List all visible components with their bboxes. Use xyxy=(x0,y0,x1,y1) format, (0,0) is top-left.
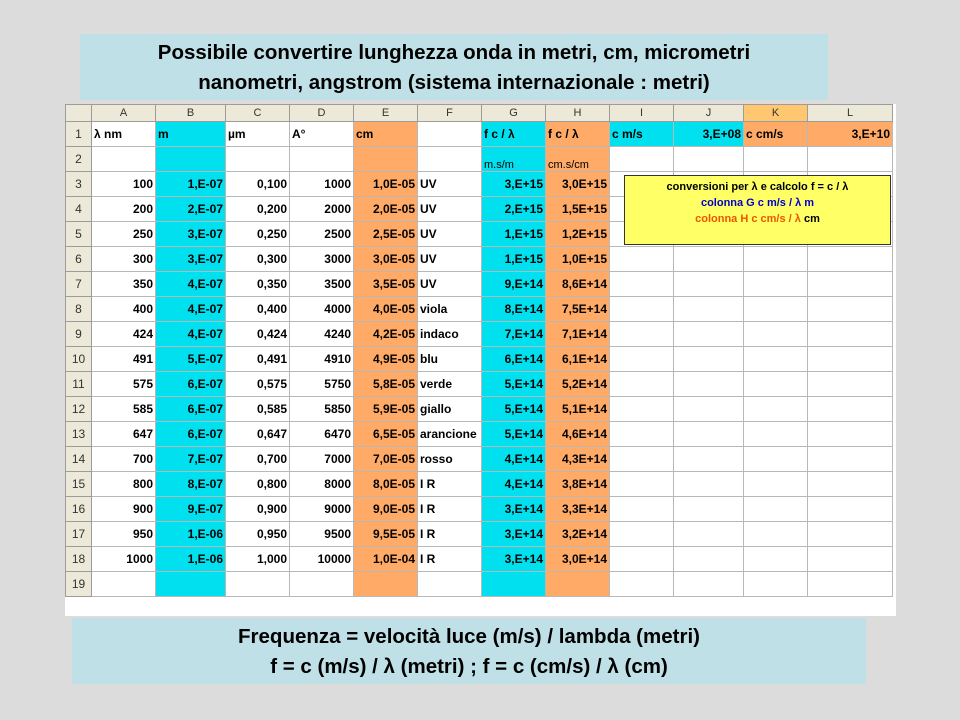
cell-b8[interactable]: 4,E-07 xyxy=(156,297,226,322)
note-line-2: colonna G c m/s / λ m xyxy=(700,197,815,209)
cell-b4[interactable]: 2,E-07 xyxy=(156,197,226,222)
cell-b1[interactable]: m xyxy=(156,122,226,147)
cell-j11[interactable] xyxy=(674,372,744,397)
cell-b3[interactable]: 1,E-07 xyxy=(156,172,226,197)
cell-g8[interactable]: 8,E+14 xyxy=(482,297,546,322)
cell-k11[interactable] xyxy=(744,372,808,397)
table-row xyxy=(66,572,893,597)
cell-j2[interactable] xyxy=(674,147,744,172)
cell-c17[interactable]: 0,950 xyxy=(226,522,290,547)
row-header[interactable]: 13 xyxy=(66,422,92,447)
cell-g15[interactable]: 4,E+14 xyxy=(482,472,546,497)
column-header-c[interactable]: C xyxy=(226,105,290,122)
conversion-note xyxy=(624,175,891,245)
cell-e3[interactable]: 1,0E-05 xyxy=(354,172,418,197)
cell-k13[interactable] xyxy=(744,422,808,447)
row-header[interactable]: 9 xyxy=(66,322,92,347)
cell-k8[interactable] xyxy=(744,297,808,322)
cell-a17[interactable]: 950 xyxy=(92,522,156,547)
cell-i14[interactable] xyxy=(610,447,674,472)
table-row xyxy=(66,122,893,147)
cell-i1[interactable]: c m/s xyxy=(610,122,674,147)
cell-l8[interactable] xyxy=(808,297,893,322)
cell-g4[interactable]: 2,E+15 xyxy=(482,197,546,222)
cell-k18[interactable] xyxy=(744,547,808,572)
cell-b7[interactable]: 4,E-07 xyxy=(156,272,226,297)
cell-d15[interactable]: 8000 xyxy=(290,472,354,497)
cell-f11[interactable]: verde xyxy=(418,372,482,397)
cell-d6[interactable]: 3000 xyxy=(290,247,354,272)
table-row xyxy=(66,147,893,172)
cell-b9[interactable]: 4,E-07 xyxy=(156,322,226,347)
cell-l6[interactable] xyxy=(808,247,893,272)
cell-i19[interactable] xyxy=(610,572,674,597)
cell-j14[interactable] xyxy=(674,447,744,472)
column-header-b[interactable]: B xyxy=(156,105,226,122)
column-header-g[interactable]: G xyxy=(482,105,546,122)
cell-i10[interactable] xyxy=(610,347,674,372)
cell-a12[interactable]: 585 xyxy=(92,397,156,422)
row-header[interactable]: 12 xyxy=(66,397,92,422)
cell-i7[interactable] xyxy=(610,272,674,297)
cell-j13[interactable] xyxy=(674,422,744,447)
cell-d7[interactable]: 3500 xyxy=(290,272,354,297)
column-header-d[interactable]: D xyxy=(290,105,354,122)
table-row xyxy=(66,347,893,372)
cell-l11[interactable] xyxy=(808,372,893,397)
cell-g3[interactable]: 3,E+15 xyxy=(482,172,546,197)
cell-c9[interactable]: 0,424 xyxy=(226,322,290,347)
cell-l16[interactable] xyxy=(808,497,893,522)
cell-j15[interactable] xyxy=(674,472,744,497)
cell-d14[interactable]: 7000 xyxy=(290,447,354,472)
cell-j12[interactable] xyxy=(674,397,744,422)
cell-a15[interactable]: 800 xyxy=(92,472,156,497)
cell-c13[interactable]: 0,647 xyxy=(226,422,290,447)
row-header[interactable]: 10 xyxy=(66,347,92,372)
cell-f14[interactable]: rosso xyxy=(418,447,482,472)
cell-d13[interactable]: 6470 xyxy=(290,422,354,447)
cell-h2[interactable]: cm.s/cm xyxy=(546,147,610,172)
cell-c14[interactable]: 0,700 xyxy=(226,447,290,472)
cell-i9[interactable] xyxy=(610,322,674,347)
cell-e6[interactable]: 3,0E-05 xyxy=(354,247,418,272)
cell-i11[interactable] xyxy=(610,372,674,397)
cell-g9[interactable]: 7,E+14 xyxy=(482,322,546,347)
row-header[interactable]: 16 xyxy=(66,497,92,522)
cell-a5[interactable]: 250 xyxy=(92,222,156,247)
row-header[interactable]: 8 xyxy=(66,297,92,322)
row-header[interactable]: 14 xyxy=(66,447,92,472)
cell-c1[interactable]: µm xyxy=(226,122,290,147)
cell-k6[interactable] xyxy=(744,247,808,272)
cell-e5[interactable]: 2,5E-05 xyxy=(354,222,418,247)
cell-d10[interactable]: 4910 xyxy=(290,347,354,372)
cell-a8[interactable]: 400 xyxy=(92,297,156,322)
cell-f17[interactable]: I R xyxy=(418,522,482,547)
cell-h9[interactable]: 7,1E+14 xyxy=(546,322,610,347)
cell-l1[interactable]: 3,E+10 xyxy=(808,122,893,147)
cell-e7[interactable]: 3,5E-05 xyxy=(354,272,418,297)
cell-a10[interactable]: 491 xyxy=(92,347,156,372)
cell-g17[interactable]: 3,E+14 xyxy=(482,522,546,547)
note-line-3: colonna H c cm/s / λ cm xyxy=(695,213,820,225)
cell-e8[interactable]: 4,0E-05 xyxy=(354,297,418,322)
cell-h8[interactable]: 7,5E+14 xyxy=(546,297,610,322)
column-header-e[interactable]: E xyxy=(354,105,418,122)
cell-d1[interactable]: A° xyxy=(290,122,354,147)
cell-g14[interactable]: 4,E+14 xyxy=(482,447,546,472)
select-all-corner[interactable] xyxy=(66,105,92,122)
cell-f2[interactable] xyxy=(418,147,482,172)
cell-c8[interactable]: 0,400 xyxy=(226,297,290,322)
cell-f6[interactable]: UV xyxy=(418,247,482,272)
cell-l15[interactable] xyxy=(808,472,893,497)
cell-k2[interactable] xyxy=(744,147,808,172)
cell-a19[interactable] xyxy=(92,572,156,597)
formula-line-2: f = c (m/s) / λ (metri) ; f = c (cm/s) / λ (cm) xyxy=(270,655,668,678)
cell-d3[interactable]: 1000 xyxy=(290,172,354,197)
cell-f19[interactable] xyxy=(418,572,482,597)
cell-h12[interactable]: 5,1E+14 xyxy=(546,397,610,422)
row-header[interactable]: 2 xyxy=(66,147,92,172)
table-row xyxy=(66,422,893,447)
cell-f1[interactable] xyxy=(418,122,482,147)
cell-b18[interactable]: 1,E-06 xyxy=(156,547,226,572)
cell-h16[interactable]: 3,3E+14 xyxy=(546,497,610,522)
cell-a6[interactable]: 300 xyxy=(92,247,156,272)
cell-c15[interactable]: 0,800 xyxy=(226,472,290,497)
cell-j18[interactable] xyxy=(674,547,744,572)
cell-b12[interactable]: 6,E-07 xyxy=(156,397,226,422)
title-banner xyxy=(80,34,828,100)
cell-g1[interactable]: f c / λ xyxy=(482,122,546,147)
cell-e18[interactable]: 1,0E-04 xyxy=(354,547,418,572)
cell-h1[interactable]: f c / λ xyxy=(546,122,610,147)
cell-h3[interactable]: 3,0E+15 xyxy=(546,172,610,197)
table-row xyxy=(66,472,893,497)
cell-j17[interactable] xyxy=(674,522,744,547)
cell-a11[interactable]: 575 xyxy=(92,372,156,397)
cell-e4[interactable]: 2,0E-05 xyxy=(354,197,418,222)
row-header[interactable]: 18 xyxy=(66,547,92,572)
cell-c6[interactable]: 0,300 xyxy=(226,247,290,272)
column-header-k[interactable]: K xyxy=(744,105,808,122)
cell-e14[interactable]: 7,0E-05 xyxy=(354,447,418,472)
spreadsheet xyxy=(65,104,896,616)
cell-b2[interactable] xyxy=(156,147,226,172)
column-header-row xyxy=(66,105,893,122)
cell-c12[interactable]: 0,585 xyxy=(226,397,290,422)
cell-f16[interactable]: I R xyxy=(418,497,482,522)
cell-b11[interactable]: 6,E-07 xyxy=(156,372,226,397)
cell-g19[interactable] xyxy=(482,572,546,597)
cell-h18[interactable]: 3,0E+14 xyxy=(546,547,610,572)
cell-j9[interactable] xyxy=(674,322,744,347)
cell-k14[interactable] xyxy=(744,447,808,472)
cell-e13[interactable]: 6,5E-05 xyxy=(354,422,418,447)
cell-a4[interactable]: 200 xyxy=(92,197,156,222)
cell-j10[interactable] xyxy=(674,347,744,372)
cell-l13[interactable] xyxy=(808,422,893,447)
cell-i12[interactable] xyxy=(610,397,674,422)
row-header[interactable]: 3 xyxy=(66,172,92,197)
cell-l17[interactable] xyxy=(808,522,893,547)
cell-d19[interactable] xyxy=(290,572,354,597)
cell-g12[interactable]: 5,E+14 xyxy=(482,397,546,422)
cell-l7[interactable] xyxy=(808,272,893,297)
cell-i17[interactable] xyxy=(610,522,674,547)
cell-l10[interactable] xyxy=(808,347,893,372)
cell-k15[interactable] xyxy=(744,472,808,497)
cell-d9[interactable]: 4240 xyxy=(290,322,354,347)
cell-e19[interactable] xyxy=(354,572,418,597)
cell-k19[interactable] xyxy=(744,572,808,597)
cell-i13[interactable] xyxy=(610,422,674,447)
cell-f18[interactable]: I R xyxy=(418,547,482,572)
column-header-j[interactable]: J xyxy=(674,105,744,122)
row-header[interactable]: 1 xyxy=(66,122,92,147)
cell-k17[interactable] xyxy=(744,522,808,547)
cell-g13[interactable]: 5,E+14 xyxy=(482,422,546,447)
cell-g11[interactable]: 5,E+14 xyxy=(482,372,546,397)
cell-i16[interactable] xyxy=(610,497,674,522)
cell-h11[interactable]: 5,2E+14 xyxy=(546,372,610,397)
cell-e15[interactable]: 8,0E-05 xyxy=(354,472,418,497)
cell-l2[interactable] xyxy=(808,147,893,172)
cell-e1[interactable]: cm xyxy=(354,122,418,147)
cell-b17[interactable]: 1,E-06 xyxy=(156,522,226,547)
cell-l12[interactable] xyxy=(808,397,893,422)
formula-banner xyxy=(72,618,866,684)
cell-d18[interactable]: 10000 xyxy=(290,547,354,572)
cell-a13[interactable]: 647 xyxy=(92,422,156,447)
cell-c18[interactable]: 1,000 xyxy=(226,547,290,572)
cell-e16[interactable]: 9,0E-05 xyxy=(354,497,418,522)
cell-b16[interactable]: 9,E-07 xyxy=(156,497,226,522)
cell-e11[interactable]: 5,8E-05 xyxy=(354,372,418,397)
cell-k7[interactable] xyxy=(744,272,808,297)
cell-d4[interactable]: 2000 xyxy=(290,197,354,222)
table-row xyxy=(66,522,893,547)
cell-g6[interactable]: 1,E+15 xyxy=(482,247,546,272)
cell-k1[interactable]: c cm/s xyxy=(744,122,808,147)
cell-f8[interactable]: viola xyxy=(418,297,482,322)
column-header-a[interactable]: A xyxy=(92,105,156,122)
cell-i18[interactable] xyxy=(610,547,674,572)
cell-l14[interactable] xyxy=(808,447,893,472)
cell-l19[interactable] xyxy=(808,572,893,597)
cell-b19[interactable] xyxy=(156,572,226,597)
cell-b14[interactable]: 7,E-07 xyxy=(156,447,226,472)
cell-b15[interactable]: 8,E-07 xyxy=(156,472,226,497)
cell-e12[interactable]: 5,9E-05 xyxy=(354,397,418,422)
table-row xyxy=(66,272,893,297)
cell-l9[interactable] xyxy=(808,322,893,347)
cell-l18[interactable] xyxy=(808,547,893,572)
column-header-f[interactable]: F xyxy=(418,105,482,122)
cell-a9[interactable]: 424 xyxy=(92,322,156,347)
note-line-1: conversioni per λ e calcolo f = c / λ xyxy=(666,181,849,193)
cell-k10[interactable] xyxy=(744,347,808,372)
cell-d17[interactable]: 9500 xyxy=(290,522,354,547)
cell-a7[interactable]: 350 xyxy=(92,272,156,297)
row-header[interactable]: 7 xyxy=(66,272,92,297)
cell-c7[interactable]: 0,350 xyxy=(226,272,290,297)
cell-k9[interactable] xyxy=(744,322,808,347)
cell-d8[interactable]: 4000 xyxy=(290,297,354,322)
table-row xyxy=(66,322,893,347)
cell-d2[interactable] xyxy=(290,147,354,172)
cell-j7[interactable] xyxy=(674,272,744,297)
cell-i8[interactable] xyxy=(610,297,674,322)
cell-b13[interactable]: 6,E-07 xyxy=(156,422,226,447)
cell-g10[interactable]: 6,E+14 xyxy=(482,347,546,372)
cell-c19[interactable] xyxy=(226,572,290,597)
cell-b6[interactable]: 3,E-07 xyxy=(156,247,226,272)
cell-f15[interactable]: I R xyxy=(418,472,482,497)
table-row xyxy=(66,447,893,472)
cell-a2[interactable] xyxy=(92,147,156,172)
row-header[interactable]: 15 xyxy=(66,472,92,497)
cell-i15[interactable] xyxy=(610,472,674,497)
cell-h19[interactable] xyxy=(546,572,610,597)
cell-a16[interactable]: 900 xyxy=(92,497,156,522)
cell-h5[interactable]: 1,2E+15 xyxy=(546,222,610,247)
column-header-h[interactable]: H xyxy=(546,105,610,122)
cell-b5[interactable]: 3,E-07 xyxy=(156,222,226,247)
cell-e10[interactable]: 4,9E-05 xyxy=(354,347,418,372)
cell-e17[interactable]: 9,5E-05 xyxy=(354,522,418,547)
cell-f12[interactable]: giallo xyxy=(418,397,482,422)
cell-i6[interactable] xyxy=(610,247,674,272)
cell-k12[interactable] xyxy=(744,397,808,422)
cell-j6[interactable] xyxy=(674,247,744,272)
cell-a18[interactable]: 1000 xyxy=(92,547,156,572)
table-row xyxy=(66,497,893,522)
title-line-1: Possibile convertire lunghezza onda in metri, cm, micrometri xyxy=(157,41,751,64)
cell-f4[interactable]: UV xyxy=(418,197,482,222)
cell-c16[interactable]: 0,900 xyxy=(226,497,290,522)
cell-g2[interactable]: m.s/m xyxy=(482,147,546,172)
row-header[interactable]: 11 xyxy=(66,372,92,397)
cell-f5[interactable]: UV xyxy=(418,222,482,247)
cell-d16[interactable]: 9000 xyxy=(290,497,354,522)
cell-h4[interactable]: 1,5E+15 xyxy=(546,197,610,222)
cell-f9[interactable]: indaco xyxy=(418,322,482,347)
table-row xyxy=(66,397,893,422)
cell-h13[interactable]: 4,6E+14 xyxy=(546,422,610,447)
cell-c3[interactable]: 0,100 xyxy=(226,172,290,197)
cell-c5[interactable]: 0,250 xyxy=(226,222,290,247)
cell-g5[interactable]: 1,E+15 xyxy=(482,222,546,247)
cell-h10[interactable]: 6,1E+14 xyxy=(546,347,610,372)
cell-c11[interactable]: 0,575 xyxy=(226,372,290,397)
cell-f3[interactable]: UV xyxy=(418,172,482,197)
cell-i2[interactable] xyxy=(610,147,674,172)
cell-a14[interactable]: 700 xyxy=(92,447,156,472)
cell-h17[interactable]: 3,2E+14 xyxy=(546,522,610,547)
cell-d12[interactable]: 5850 xyxy=(290,397,354,422)
cell-a1[interactable]: λ nm xyxy=(92,122,156,147)
row-header[interactable]: 6 xyxy=(66,247,92,272)
column-header-l[interactable]: L xyxy=(808,105,893,122)
row-header[interactable]: 17 xyxy=(66,522,92,547)
cell-k16[interactable] xyxy=(744,497,808,522)
cell-e9[interactable]: 4,2E-05 xyxy=(354,322,418,347)
cell-h7[interactable]: 8,6E+14 xyxy=(546,272,610,297)
cell-h15[interactable]: 3,8E+14 xyxy=(546,472,610,497)
cell-c2[interactable] xyxy=(226,147,290,172)
cell-a3[interactable]: 100 xyxy=(92,172,156,197)
cell-j8[interactable] xyxy=(674,297,744,322)
table-row xyxy=(66,247,893,272)
cell-c4[interactable]: 0,200 xyxy=(226,197,290,222)
cell-j19[interactable] xyxy=(674,572,744,597)
cell-c10[interactable]: 0,491 xyxy=(226,347,290,372)
cell-f7[interactable]: UV xyxy=(418,272,482,297)
cell-h6[interactable]: 1,0E+15 xyxy=(546,247,610,272)
cell-f10[interactable]: blu xyxy=(418,347,482,372)
cell-e2[interactable] xyxy=(354,147,418,172)
row-header[interactable]: 4 xyxy=(66,197,92,222)
cell-b10[interactable]: 5,E-07 xyxy=(156,347,226,372)
cell-g16[interactable]: 3,E+14 xyxy=(482,497,546,522)
title-line-2: nanometri, angstrom (sistema internazionale : metri) xyxy=(198,71,710,94)
formula-line-1: Frequenza = velocità luce (m/s) / lambda (metri) xyxy=(238,625,700,648)
table-row xyxy=(66,547,893,572)
cell-j1[interactable]: 3,E+08 xyxy=(674,122,744,147)
cell-d5[interactable]: 2500 xyxy=(290,222,354,247)
cell-h14[interactable]: 4,3E+14 xyxy=(546,447,610,472)
cell-d11[interactable]: 5750 xyxy=(290,372,354,397)
column-header-i[interactable]: I xyxy=(610,105,674,122)
row-header[interactable]: 19 xyxy=(66,572,92,597)
cell-j16[interactable] xyxy=(674,497,744,522)
cell-g7[interactable]: 9,E+14 xyxy=(482,272,546,297)
cell-g18[interactable]: 3,E+14 xyxy=(482,547,546,572)
row-header[interactable]: 5 xyxy=(66,222,92,247)
table-row xyxy=(66,297,893,322)
table-row xyxy=(66,372,893,397)
cell-f13[interactable]: arancione xyxy=(418,422,482,447)
